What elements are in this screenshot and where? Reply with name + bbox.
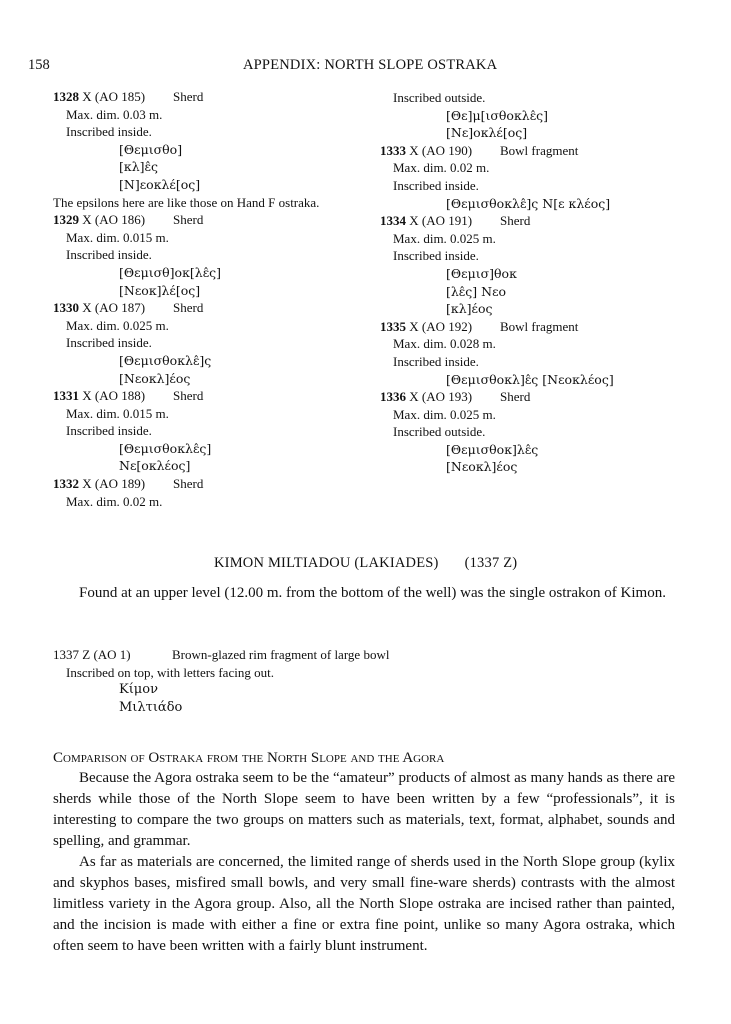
dimension-line: Max. dim. 0.025 m. [393,406,496,422]
catalog-ref: X (AO 189) [79,476,146,492]
catalog-entry-header [380,388,710,406]
kimon-catalog-entry [53,646,653,716]
greek-text-line: [Νε]οκλέ[ος] [446,125,528,141]
running-title: APPENDIX: NORTH SLOPE OSTRAKA [243,57,498,73]
greek-text-line: [κλ]ε̂ς [119,159,158,175]
catalog-number: 1334 [380,213,406,229]
inscription-location: Inscribed inside. [66,124,152,140]
dimension-line: Max. dim. 0.025 m. [393,230,496,246]
catalog-number: 1335 [380,318,406,334]
catalog-entry-header [53,646,653,664]
page-number: 158 [28,57,50,73]
greek-text-line: [Θεμισθοκ]λε̂ς [446,441,539,457]
object-type: Sherd [500,213,531,229]
body-paragraph: Because the Agora ostraka seem to be the “amateur” products of almost as many hands as there are sherds while those of the North Slope seem to have been written by a few “professionals”, it is interesting to compare the two groups on matters such as materials, text, format, alphabet, sounds and spelling, and grammar. [53,770,675,849]
catalog-number: 1337 Z (AO 1) [53,647,131,662]
catalog-ref: X (AO 191) [406,213,473,229]
catalog-entry-header [53,299,363,317]
object-type: Brown-glazed rim fragment of large bowl [172,647,390,662]
entry-note: The epsilons here are like those on Hand F ostraka. [53,194,320,210]
inscription-location: Inscribed inside. [393,353,479,369]
catalog-ref: X (AO 186) [79,212,146,228]
section-heading [53,750,444,767]
greek-text-line: Μιλτιάδο [119,699,183,715]
object-type: Sherd [173,89,204,104]
catalog-ref: X (AO 188) [79,388,146,404]
inscription-location: Inscribed outside. [393,424,486,440]
greek-text-line: [Θεμισθο] [119,141,183,157]
catalog-ref: X (AO 185) [79,89,146,104]
kimon-paragraph: Found at an upper level (12.00 m. from the bottom of the well) was the single ostrakon of Kimon. [79,585,666,601]
inscription-location: Inscribed outside. [393,90,486,105]
inscription-location: Inscribed inside. [66,423,152,439]
section-title [214,555,517,572]
dimension-line: Max. dim. 0.015 m. [66,405,169,421]
dimension-line: Max. dim. 0.028 m. [393,336,496,352]
greek-text-line: Κίμον [119,682,158,698]
catalog-entry-header [380,142,710,160]
body-paragraph: As far as materials are concerned, the limited range of sherds used in the North Slope group (kylix and skyphos bases, misfired small bowls, and very small fine-ware sherds) contrasts with the almost limitless variety in the Agora group. Also, all the North Slope ostraka are incised rather than painted, and the incision is made with either a fine or extra fine point, unlike so many Agora ostraka, which often seem to have been written with a fairly blunt instrument. [53,854,675,954]
dimension-line: Max. dim. 0.025 m. [66,317,169,333]
dimension-line: Max. dim. 0.02 m. [393,160,490,176]
catalog-number: 1329 [53,212,79,228]
inscription-location: Inscribed on top, with letters facing out. [66,664,274,680]
catalog-entry-header [380,212,710,230]
section-title-text: KIMON MILTIADOU (LAKIADES) [214,555,439,571]
catalog-number: 1331 [53,388,79,404]
object-type: Sherd [173,212,204,228]
greek-text-line: Νε[οκλέος] [119,458,191,474]
catalog-entry-header [380,318,710,336]
greek-text-line: [Θε]μ[ισθοκλε̂ς] [446,107,549,123]
greek-text-line: [κλ]έος [446,301,493,317]
dimension-line: Max. dim. 0.02 m. [66,493,163,509]
catalog-number: 1332 [53,476,79,492]
dimension-line: Max. dim. 0.03 m. [66,106,163,122]
catalog-entry-header [53,211,363,229]
greek-text-line: [Νεοκλ]έος [446,459,518,475]
greek-text-line: [Θεμισθοκλε̂]ς [119,352,212,368]
catalog-ref: X (AO 187) [79,300,146,316]
greek-text-line: [Θεμισθοκλε̂]ς Ν[ε κλέος] [446,195,611,211]
dimension-line: Max. dim. 0.015 m. [66,229,169,245]
catalog-number: 1328 [53,89,79,104]
catalog-number: 1336 [380,389,406,405]
object-type: Sherd [173,476,204,492]
object-type: Sherd [500,389,531,405]
catalog-entry-header [53,88,363,106]
greek-text-line: [Νεοκλ]έος [119,370,191,386]
object-type: Bowl fragment [500,142,579,158]
greek-text-line: [Θεμισθοκλ]ε̂ς [Νεοκλέος] [446,371,614,387]
catalog-ref: X (AO 190) [406,142,473,158]
object-type: Sherd [173,300,204,316]
catalog-number: 1330 [53,300,79,316]
object-type: Bowl fragment [500,318,579,334]
greek-text-line: [λε̂ς] Νεο [446,283,507,299]
catalog-number: 1333 [380,142,406,158]
right-column [380,89,710,476]
greek-text-line: [Θεμισθ]οκ[λε̂ς] [119,264,222,280]
catalog-entry-header [53,475,363,493]
greek-text-line: [Ν]εοκλέ[ος] [119,176,201,192]
greek-text-line: [Θεμισθοκλε̂ς] [119,440,212,456]
greek-text-line: [Νεοκ]λέ[ος] [119,282,201,298]
catalog-ref: X (AO 193) [406,389,473,405]
inscription-location: Inscribed inside. [66,335,152,351]
inscription-location: Inscribed inside. [66,247,152,263]
catalog-entry-header [53,387,363,405]
object-type: Sherd [173,388,204,404]
section-title-ref: (1337 Z) [464,555,518,571]
greek-text-line: [Θεμισ]θοκ [446,265,517,281]
left-column [53,88,363,510]
section-heading-text: Comparison of Ostraka from the North Slope and the Agora [53,750,445,766]
catalog-ref: X (AO 192) [406,318,473,334]
inscription-location: Inscribed inside. [393,177,479,193]
inscription-location: Inscribed inside. [393,248,479,264]
